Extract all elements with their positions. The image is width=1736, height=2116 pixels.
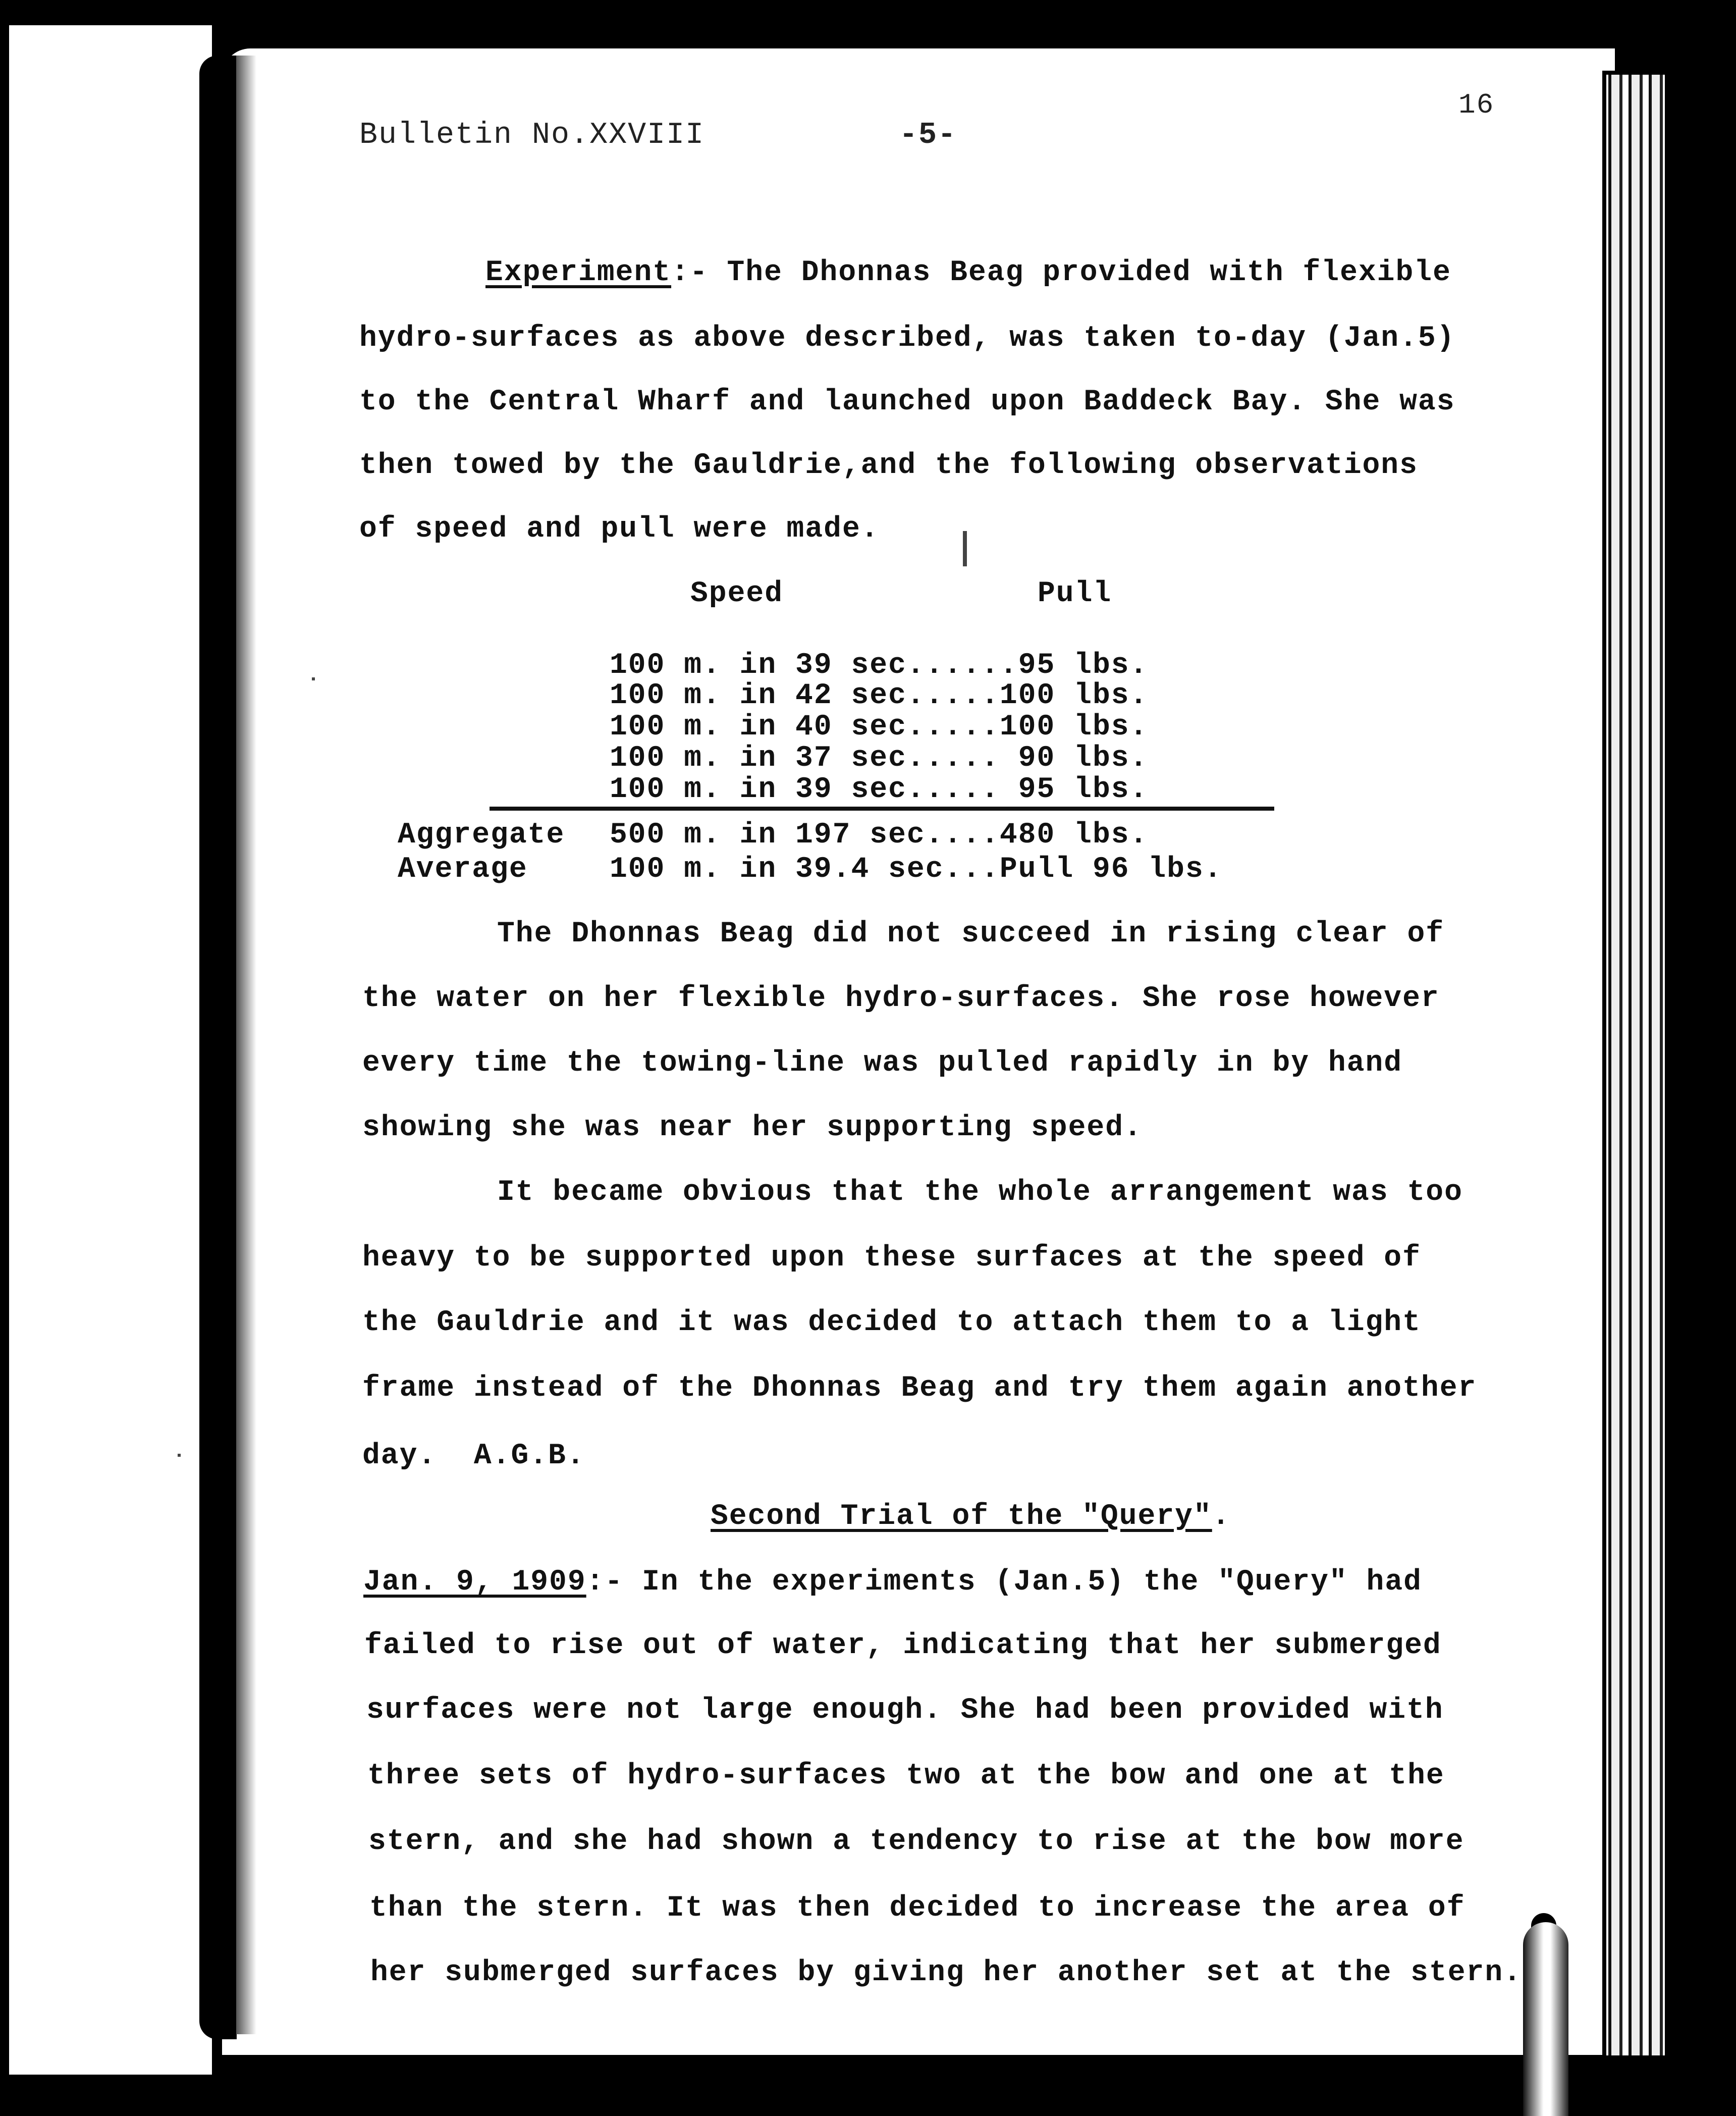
- paragraph-1-line-1: [485, 258, 1451, 288]
- page-stack-outline: [1602, 71, 1669, 2059]
- paragraph-4-line-1-text: :- In the experiments (Jan.5) the "Query" had: [586, 1566, 1422, 1599]
- bulletin-number: Bulletin No.XXVIII: [359, 118, 705, 152]
- ink-speck: [312, 677, 315, 680]
- table-row: 100 m. in 39 sec......95 lbs.: [610, 649, 1149, 682]
- paragraph-4-line-1: [363, 1568, 1422, 1597]
- page-marker: -5-: [899, 118, 957, 152]
- entry-date: Jan. 9, 1909: [363, 1566, 586, 1599]
- paragraph-1-line-3: to the Central Wharf and launched upon Baddeck Bay. She was: [359, 386, 1455, 418]
- section-title: [711, 1502, 1231, 1531]
- aggregate-value: 500 m. in 197 sec....480 lbs.: [610, 819, 1149, 852]
- paragraph-1-line-4: then towed by the Gauldrie,and the following observations: [359, 449, 1418, 482]
- paragraph-2-line-4: showing she was near her supporting speed.: [362, 1112, 1143, 1144]
- average-label: Average: [398, 853, 528, 886]
- paragraph-4-line-6: than the stern. It was then decided to increase the area of: [369, 1892, 1466, 1925]
- pull-column-header: Pull: [1038, 577, 1112, 610]
- table-row: 100 m. in 40 sec.....100 lbs.: [610, 711, 1149, 744]
- pen: [1523, 1922, 1568, 2116]
- paragraph-4-line-2: failed to rise out of water, indicating that her submerged: [364, 1629, 1442, 1662]
- left-page-edge: [9, 25, 212, 2075]
- experiment-heading: Experiment: [485, 256, 672, 289]
- average-value: 100 m. in 39.4 sec...Pull 96 lbs.: [610, 853, 1223, 886]
- table-total-rule: [490, 807, 1274, 811]
- paragraph-3-line-5: day. A.G.B.: [362, 1440, 585, 1472]
- page-number: 16: [1458, 89, 1495, 121]
- paragraph-4-line-5: stern, and she had shown a tendency to rise at the bow more: [368, 1825, 1464, 1858]
- paragraph-1-line-2: hydro-surfaces as above described, was taken to-day (Jan.5): [359, 322, 1455, 355]
- ink-mark: [963, 531, 967, 566]
- section-title-text: Second Trial of the "Query": [711, 1500, 1212, 1533]
- paragraph-4-line-3: surfaces were not large enough. She had been provided with: [366, 1694, 1444, 1727]
- paragraph-2-line-2: the water on her flexible hydro-surfaces. She rose however: [362, 982, 1440, 1015]
- paragraph-4-line-4: three sets of hydro-surfaces two at the bow and one at the: [367, 1760, 1445, 1792]
- paragraph-3-line-1: It became obvious that the whole arrangement was too: [497, 1176, 1463, 1209]
- paragraph-3-line-3: the Gauldrie and it was decided to attach them to a light: [362, 1306, 1421, 1339]
- table-row: 100 m. in 42 sec.....100 lbs.: [610, 679, 1149, 712]
- book-gutter: [199, 56, 237, 2039]
- paragraph-2-line-1: The Dhonnas Beag did not succeed in rising clear of: [497, 918, 1445, 950]
- ink-speck: [178, 1454, 181, 1457]
- paragraph-3-line-2: heavy to be supported upon these surfaces at the speed of: [362, 1242, 1421, 1275]
- paragraph-2-line-3: every time the towing-line was pulled rapidly in by hand: [362, 1047, 1403, 1080]
- paragraph-4-line-7: her submerged surfaces by giving her another set at the stern.: [370, 1956, 1522, 1989]
- section-title-period: .: [1212, 1500, 1231, 1533]
- aggregate-label: Aggregate: [398, 819, 565, 852]
- paragraph-1-line-5: of speed and pull were made.: [359, 513, 880, 546]
- speed-column-header: Speed: [690, 577, 784, 610]
- table-row: 100 m. in 37 sec..... 90 lbs.: [610, 742, 1149, 775]
- table-row: 100 m. in 39 sec..... 95 lbs.: [610, 773, 1149, 806]
- paragraph-1-line-1-text: :- The Dhonnas Beag provided with flexible: [671, 256, 1451, 289]
- paragraph-3-line-4: frame instead of the Dhonnas Beag and try them again another: [362, 1372, 1477, 1405]
- gutter-shadow: [236, 56, 256, 2034]
